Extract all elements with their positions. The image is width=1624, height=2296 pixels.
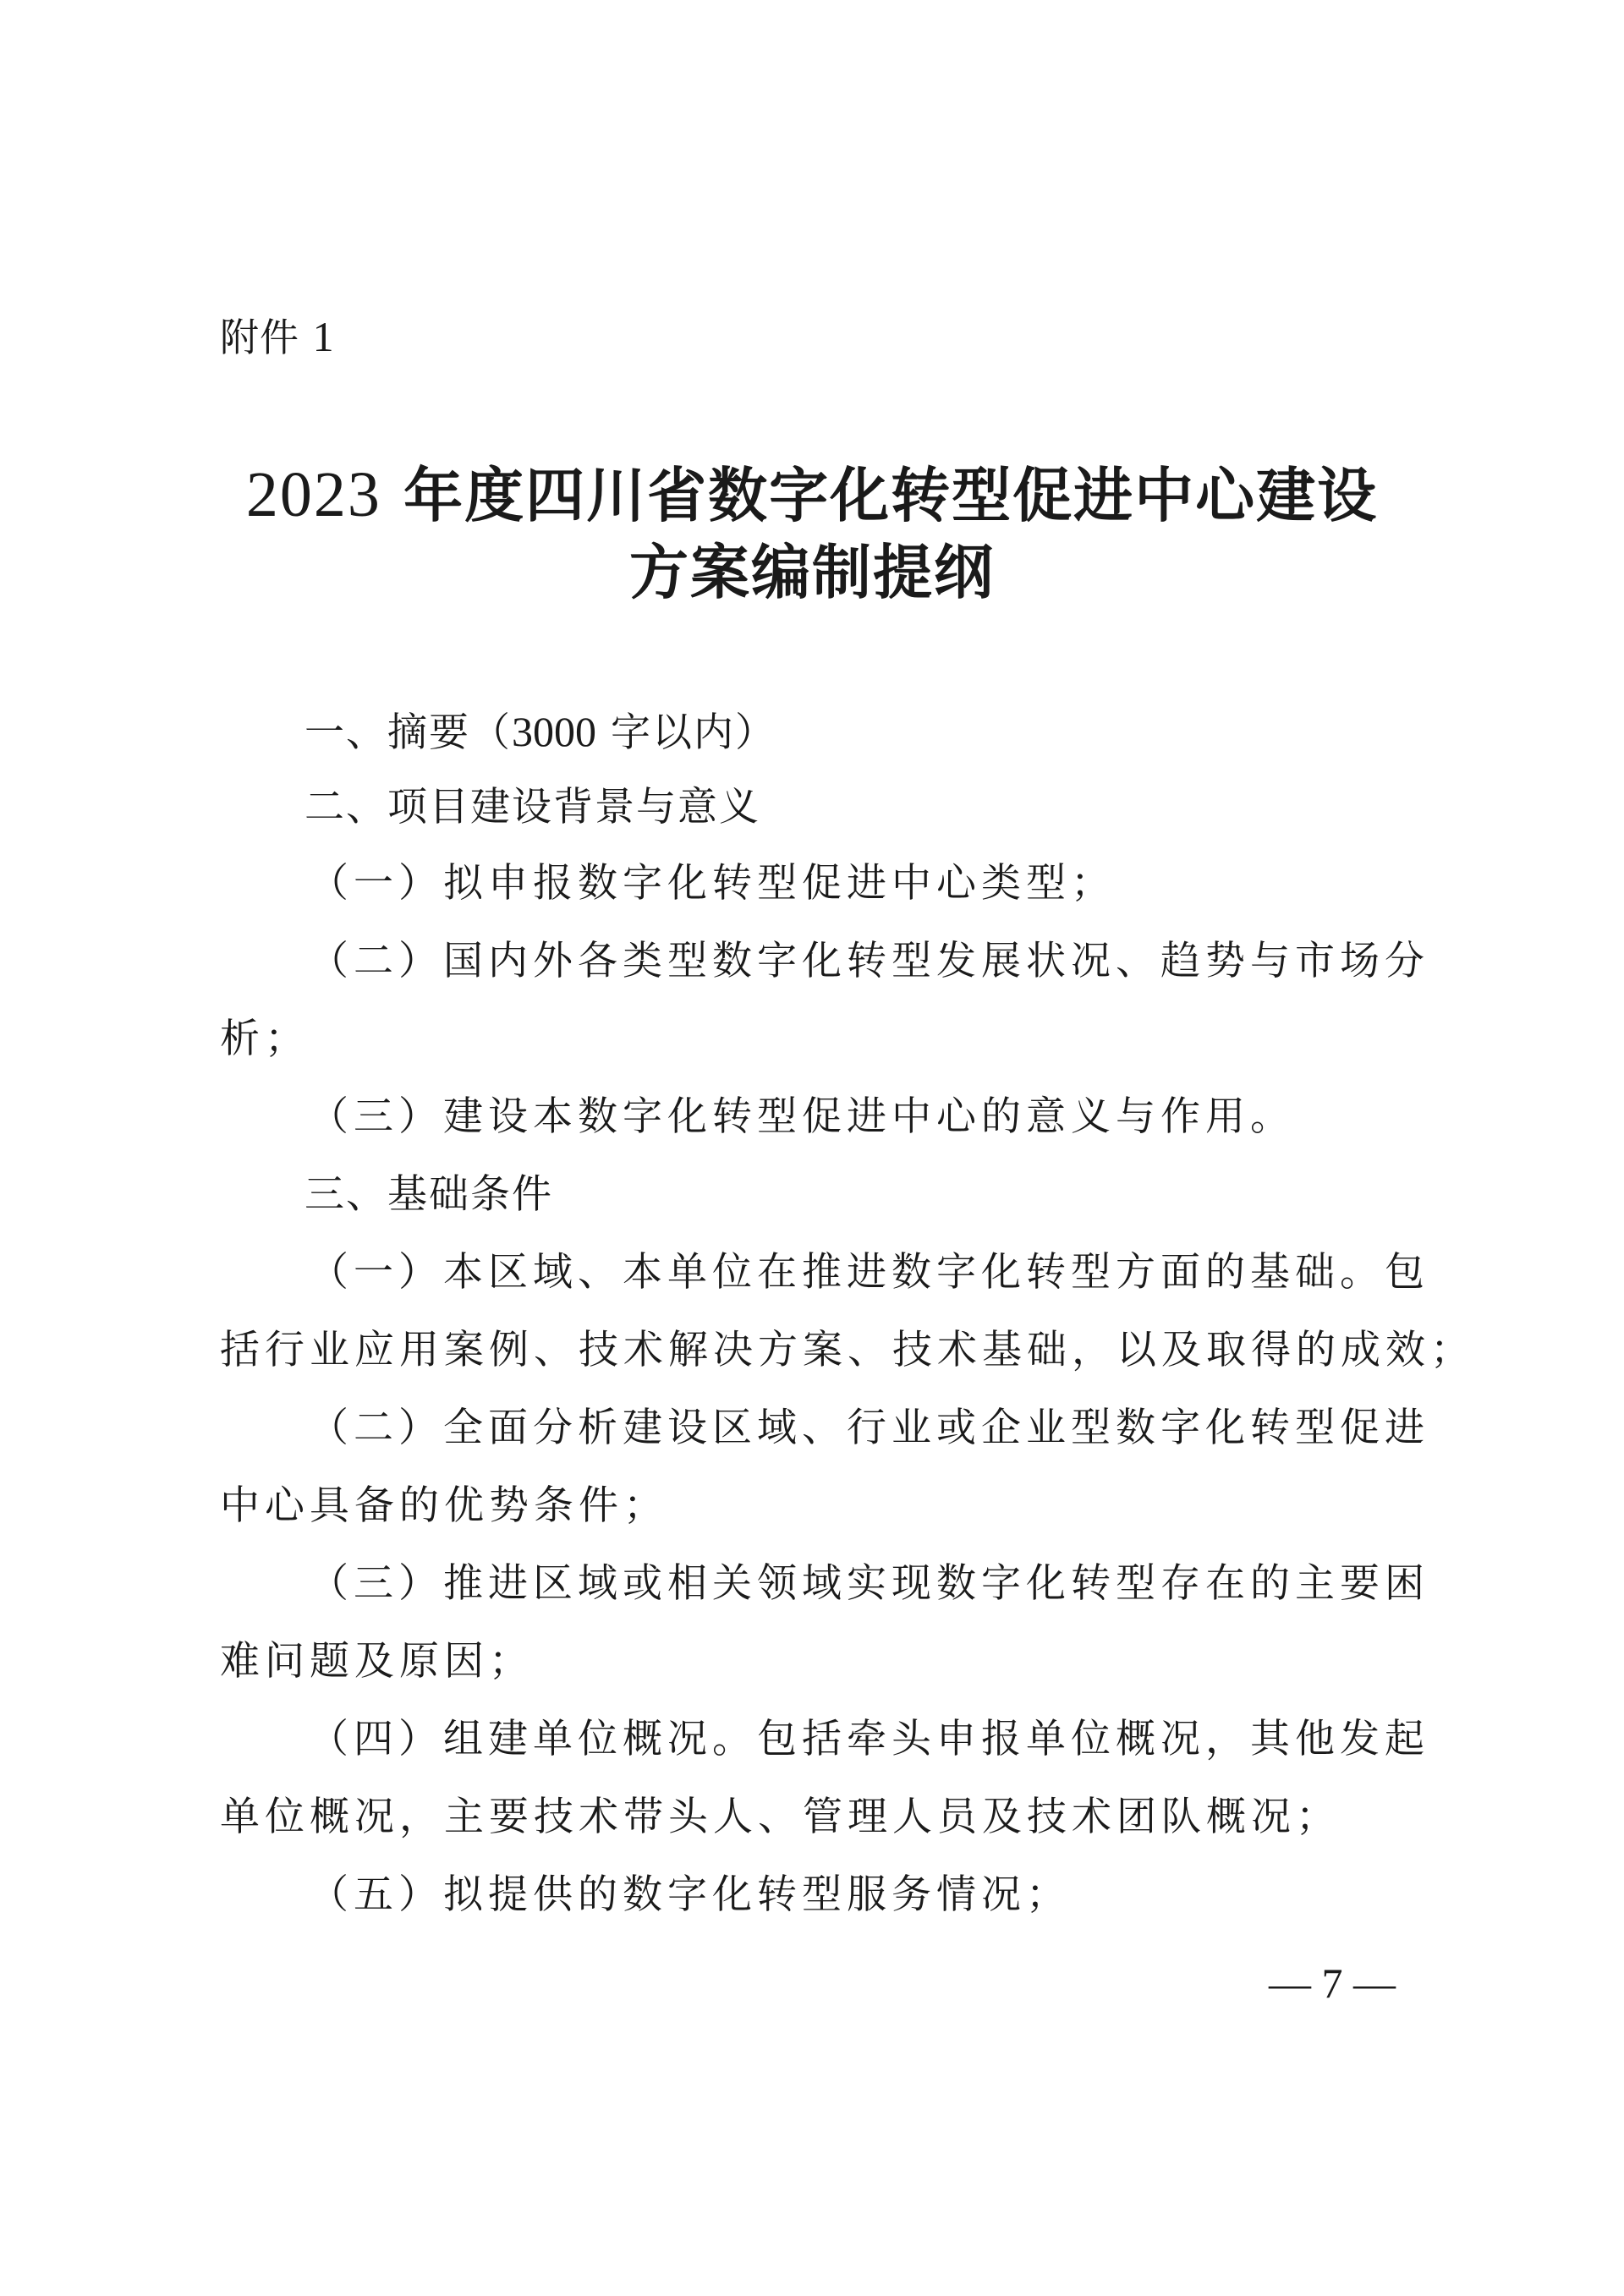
section-2-item-2: （二）国内外各类型数字化转型发展状况、趋势与市场分 bbox=[309, 938, 1429, 984]
section-3-item-5: （五）拟提供的数字化转型服务情况； bbox=[309, 1871, 1071, 1918]
document-title-line-2: 方案编制提纲 bbox=[629, 538, 995, 607]
section-1-number: 3000 bbox=[512, 708, 596, 755]
section-3-item-2: （二）全面分析建设区域、行业或企业型数字化转型促进 bbox=[309, 1405, 1429, 1451]
section-2-item-1: （一）拟申报数字化转型促进中心类型； bbox=[309, 860, 1116, 907]
section-1-rest: 字以内） bbox=[596, 710, 776, 756]
title-year: 2023 bbox=[245, 459, 381, 530]
document-title-line-1 bbox=[0, 452, 1624, 538]
section-3-item-2-cont: 中心具备的优势条件； bbox=[220, 1482, 668, 1529]
title-line1-text: 年度四川省数字化转型促进中心建设 bbox=[381, 461, 1379, 530]
section-2-item-3: （三）建设本数字化转型促进中心的意义与作用。 bbox=[309, 1093, 1295, 1140]
section-heading-3: 三、基础条件 bbox=[304, 1171, 553, 1218]
section-3-item-4: （四）组建单位概况。包括牵头申报单位概况，其他发起 bbox=[309, 1716, 1429, 1762]
attachment-label bbox=[220, 306, 335, 368]
page-number: — 7 — bbox=[1269, 1959, 1396, 2007]
section-heading-1 bbox=[220, 693, 1404, 771]
section-1-label: 一、摘要（ bbox=[304, 710, 512, 756]
attachment-number: 1 bbox=[312, 313, 335, 360]
section-3-item-1-cont: 括行业应用案例、技术解决方案、技术基础，以及取得的成效； bbox=[220, 1327, 1475, 1373]
section-heading-2: 二、项目建设背景与意义 bbox=[304, 784, 760, 830]
section-2-item-2-cont: 析； bbox=[220, 1016, 310, 1062]
attachment-text: 附件 bbox=[220, 315, 299, 360]
section-3-item-4-cont: 单位概况，主要技术带头人、管理人员及技术团队概况； bbox=[220, 1794, 1341, 1840]
section-3-item-3: （三）推进区域或相关领域实现数字化转型存在的主要困 bbox=[309, 1560, 1429, 1607]
section-3-item-1: （一）本区域、本单位在推进数字化转型方面的基础。包 bbox=[309, 1249, 1429, 1296]
section-3-item-3-cont: 难问题及原因； bbox=[220, 1638, 534, 1685]
